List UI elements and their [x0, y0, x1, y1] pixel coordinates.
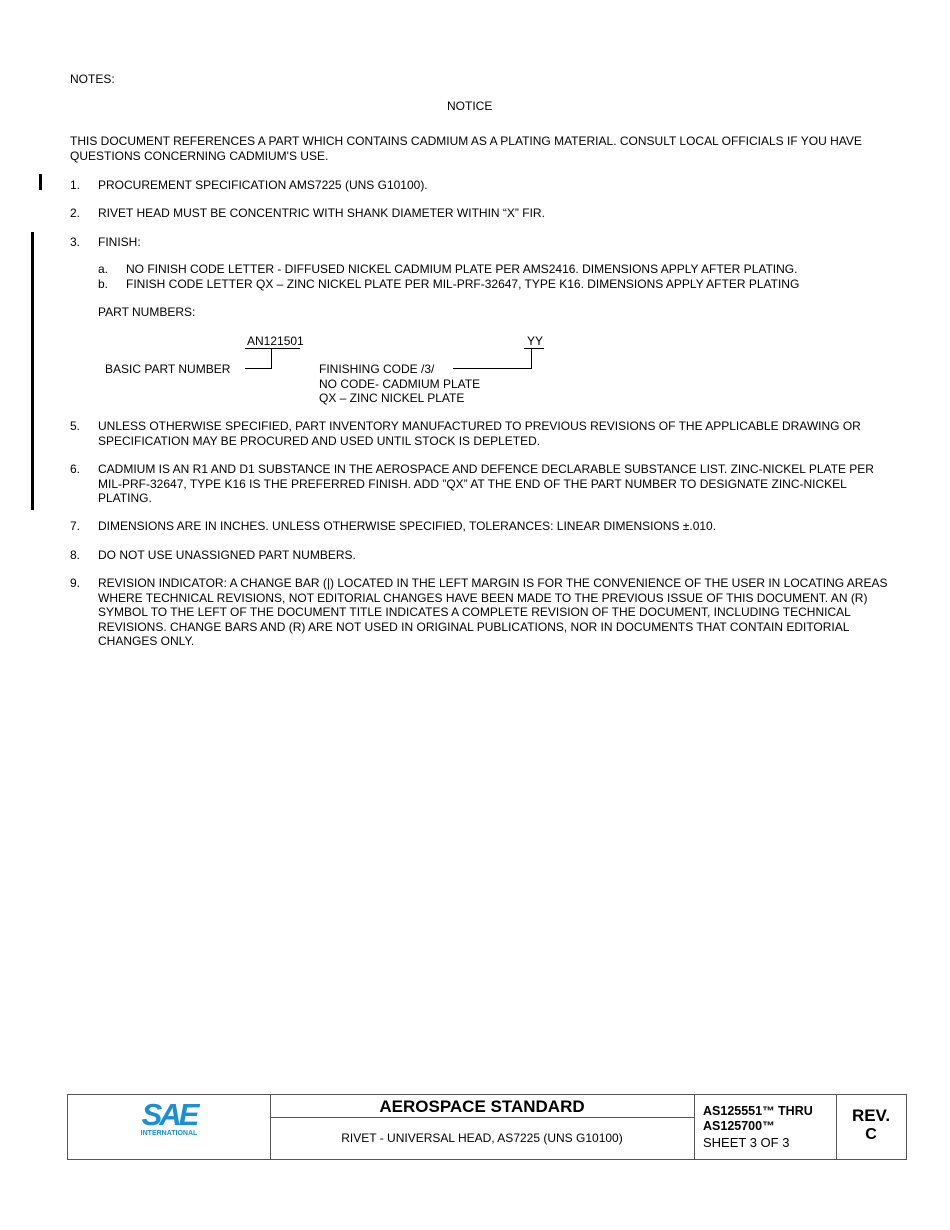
basic-code: AN121501	[247, 334, 304, 348]
note-item: PROCUREMENT SPECIFICATION AMS7225 (UNS G10100).	[98, 178, 428, 192]
finish-option: QX – ZINC NICKEL PLATE	[319, 391, 465, 405]
item-number: 2.	[70, 206, 81, 220]
rev-value: C	[865, 1126, 877, 1143]
finish-option: NO CODE- CADMIUM PLATE	[319, 377, 481, 391]
note-item: RIVET HEAD MUST BE CONCENTRIC WITH SHANK DIAMETER WITHIN “X” FIR.	[98, 206, 545, 220]
sheet-number: SHEET 3 OF 3	[703, 1135, 790, 1150]
note-item: DIMENSIONS ARE IN INCHES. UNLESS OTHERWISE SPECIFIED, TOLERANCES: LINEAR DIMENSIONS ±.010.	[98, 519, 717, 533]
note-item: CADMIUM IS AN R1 AND D1 SUBSTANCE IN THE AEROSPACE AND DEFENCE DECLARABLE SUBSTANCE LIST. ZINC-NICKEL PLATE PER MIL-PRF-32647, TYPE K16 IS THE PREFERRED FINISH. ADD ”QX” AT THE END OF THE PART NUMBER TO DESIGNATE ZINC-NICKEL PLATING.	[98, 462, 874, 505]
doc-range: AS125700™	[703, 1119, 775, 1133]
leader-line	[531, 348, 532, 368]
leader-line	[524, 348, 544, 349]
note-item: FINISH:	[98, 235, 141, 249]
sub-letter: b.	[98, 277, 109, 291]
leader-line	[453, 368, 532, 369]
leader-line	[271, 348, 272, 368]
standard-title: AEROSPACE STANDARD	[379, 1097, 585, 1116]
change-bar	[39, 174, 42, 190]
item-number: 5.	[70, 419, 81, 433]
finish-label: FINISHING CODE /3/	[319, 362, 435, 376]
leader-line	[245, 368, 272, 369]
note-item: UNLESS OTHERWISE SPECIFIED, PART INVENTORY MANUFACTURED TO PREVIOUS REVISIONS OF THE APPLICABLE DRAWING OR SPECIFICATION MAY BE PROCURED AND USED UNTIL STOCK IS DEPLETED.	[98, 419, 861, 448]
row-divider	[270, 1117, 694, 1118]
item-number: 3.	[70, 235, 81, 249]
item-number: 9.	[70, 576, 81, 590]
notice-text: THIS DOCUMENT REFERENCES A PART WHICH CONTAINS CADMIUM AS A PLATING MATERIAL. CONSULT LOCAL OFFICIALS IF YOU HAVE QUESTIONS CONCERNING CADMIUM'S USE.	[70, 134, 862, 163]
finish-code: YY	[527, 334, 544, 348]
notes-label: NOTES:	[70, 72, 115, 86]
logo-mark: SAE	[141, 1097, 197, 1132]
sub-letter: a.	[98, 262, 109, 276]
item-number: 8.	[70, 548, 81, 562]
logo-subtext: INTERNATIONAL	[140, 1130, 198, 1137]
item-number: 7.	[70, 519, 81, 533]
change-bar	[31, 232, 34, 510]
basic-label: BASIC PART NUMBER	[105, 362, 231, 376]
leader-line	[245, 348, 300, 349]
part-numbers-label: PART NUMBERS:	[98, 305, 196, 319]
item-number: 6.	[70, 462, 81, 476]
doc-range: AS125551™ THRU	[703, 1104, 813, 1118]
document-subtitle: RIVET - UNIVERSAL HEAD, AS7225 (UNS G10100)	[341, 1131, 623, 1145]
column-divider	[694, 1095, 695, 1159]
note-item: DO NOT USE UNASSIGNED PART NUMBERS.	[98, 548, 356, 562]
sub-item: NO FINISH CODE LETTER - DIFFUSED NICKEL CADMIUM PLATE PER AMS2416. DIMENSIONS APPLY AFTER PLATING.	[126, 262, 798, 276]
notice-title: NOTICE	[447, 99, 493, 113]
rev-label: REV.	[851, 1106, 891, 1125]
sae-logo	[68, 1095, 270, 1159]
title-block	[67, 1094, 907, 1160]
sub-item: FINISH CODE LETTER QX – ZINC NICKEL PLATE PER MIL-PRF-32647, TYPE K16. DIMENSIONS APPLY AFTER PLATING	[126, 277, 800, 291]
note-item: REVISION INDICATOR: A CHANGE BAR (|) LOCATED IN THE LEFT MARGIN IS FOR THE CONVENIENCE OF THE USER IN LOCATING AREAS WHERE TECHNICAL REVISIONS, NOT EDITORIAL CHANGES HAVE BEEN MADE TO THE PREVIOUS ISSUE OF THIS DOCUMENT. AN (R) SYMBOL TO THE LEFT OF THE DOCUMENT TITLE INDICATES A COMPLETE REVISION OF THE DOCUMENT, INCLUDING TECHNICAL REVISIONS. CHANGE BARS AND (R) ARE NOT USED IN ORIGINAL PUBLICATIONS, NOR IN DOCUMENTS THAT CONTAIN EDITORIAL CHANGES ONLY.	[98, 576, 888, 648]
item-number: 1.	[70, 178, 81, 192]
